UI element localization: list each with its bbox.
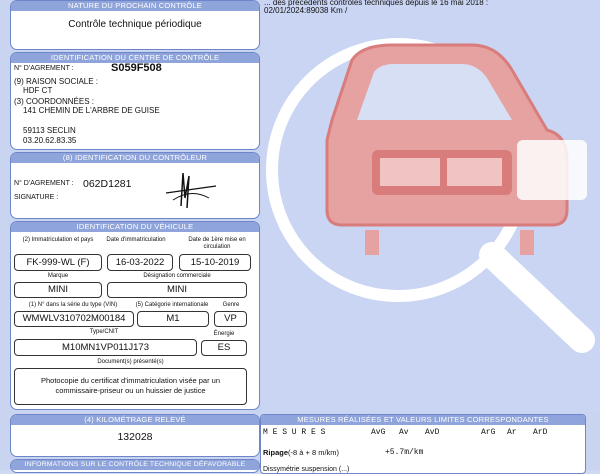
defavorable-header: INFORMATIONS SUR LE CONTRÔLE TECHNIQUE DÉFAVORABLE xyxy=(11,460,259,470)
type-label: Type/CNIT xyxy=(89,329,119,335)
type-field: M10MN1VP011J173 xyxy=(14,339,197,356)
genre-label: Genre xyxy=(222,302,240,308)
designation-field: MINI xyxy=(107,282,247,298)
immat-field: FK-999-WL (F) xyxy=(14,254,102,271)
address-line2: 59113 SECLIN xyxy=(23,126,76,135)
ripage-limits: (-8 à + 8 m/km) xyxy=(288,448,340,457)
categorie-field: M1 xyxy=(137,311,209,327)
raison-sociale-value: HDF CT xyxy=(23,86,53,95)
date-immat-field: 16-03-2022 xyxy=(107,254,173,271)
ripage-value: +5.7m/km xyxy=(385,448,424,457)
vin-field: WMWLV310702M00184 xyxy=(14,311,134,327)
controleur-agrement-label: N° D'AGREMENT : xyxy=(14,180,74,187)
controleur-box xyxy=(10,152,260,219)
genre-field: VP xyxy=(214,311,247,327)
col-arg: ArG xyxy=(481,428,496,437)
kilometrage-value: 132028 xyxy=(117,431,153,443)
phone-number: 03.20.62.83.35 xyxy=(23,136,77,145)
address-line1: 141 CHEMIN DE L'ARBRE DE GUISE xyxy=(23,106,160,115)
col-ard: ArD xyxy=(533,428,548,437)
car-inspection-logo-icon xyxy=(262,0,600,412)
marque-field: MINI xyxy=(14,282,102,298)
energie-field: ES xyxy=(201,340,247,356)
centre-agrement-label: N° D'AGREMENT : xyxy=(14,65,74,72)
documents-field xyxy=(14,368,247,405)
vehicule-header: IDENTIFICATION DU VÉHICULE xyxy=(11,222,259,232)
designation-label: Désignation commerciale xyxy=(143,273,211,279)
raison-sociale-label: (9) RAISON SOCIALE : xyxy=(14,77,99,86)
defavorable-box xyxy=(10,459,260,473)
coordonnees-label: (3) COORDONNÉES : xyxy=(14,97,95,106)
kilometrage-box xyxy=(10,414,260,457)
marque-label: Marque xyxy=(47,273,69,279)
col-avd: AvD xyxy=(425,428,440,437)
controleur-agrement-value: 062D1281 xyxy=(83,178,132,190)
date-mise-label: Date de 1ère mise en circulation xyxy=(188,237,246,250)
documents-label: Document(s) présenté(s) xyxy=(97,359,164,365)
signature-icon xyxy=(161,168,221,213)
centre-box xyxy=(10,52,260,150)
vin-label: (1) N° dans la série du type (VIN) xyxy=(28,302,118,308)
col-avg: AvG xyxy=(371,428,386,437)
mesures-col-label: M E S U R E S xyxy=(263,428,326,437)
categorie-label: (5) Catégorie internationale xyxy=(135,302,209,308)
centre-header: IDENTIFICATION DU CENTRE DE CONTRÔLE xyxy=(11,53,259,63)
documents-line1: Photocopie du certificat d'immatriculation visée par un xyxy=(40,376,221,385)
documents-line2: commissaire-priseur ou un huissier de justice xyxy=(55,386,206,395)
energie-label: Énergie xyxy=(213,331,235,337)
immat-label: (2) Immatriculation et pays xyxy=(22,237,94,243)
next-inspection-box xyxy=(10,0,260,50)
kilometrage-header: (4) KILOMÉTRAGE RELEVÉ xyxy=(11,415,259,425)
date-mise-field: 15-10-2019 xyxy=(179,254,251,271)
next-inspection-value: Contrôle technique périodique xyxy=(68,19,202,30)
mesures-box xyxy=(260,414,586,474)
col-av: Av xyxy=(399,428,409,437)
col-ar: Ar xyxy=(507,428,517,437)
next-inspection-header: NATURE DU PROCHAIN CONTRÔLE xyxy=(11,1,259,11)
previous-inspections-line2: 02/01/2024:89038 Km / xyxy=(264,6,348,15)
date-immat-label: Date d'immatriculation xyxy=(106,237,166,243)
previous-inspections-line1: ... des précédents contrôles techniques depuis le 16 mai 2018 : xyxy=(264,0,489,7)
controleur-header: (8) IDENTIFICATION DU CONTRÔLEUR xyxy=(11,153,259,163)
ripage-label: Ripage xyxy=(263,448,289,457)
vehicule-box xyxy=(10,221,260,410)
signature-label: SIGNATURE : xyxy=(14,194,59,201)
watermark-panel xyxy=(262,0,600,412)
mesures-header: MESURES RÉALISÉES ET VALEURS LIMITES CORRESPONDANTES xyxy=(261,415,585,425)
centre-agrement-value: S059F508 xyxy=(111,62,162,74)
dissymetrie-label: Dissymétrie suspension (...) xyxy=(263,466,350,473)
